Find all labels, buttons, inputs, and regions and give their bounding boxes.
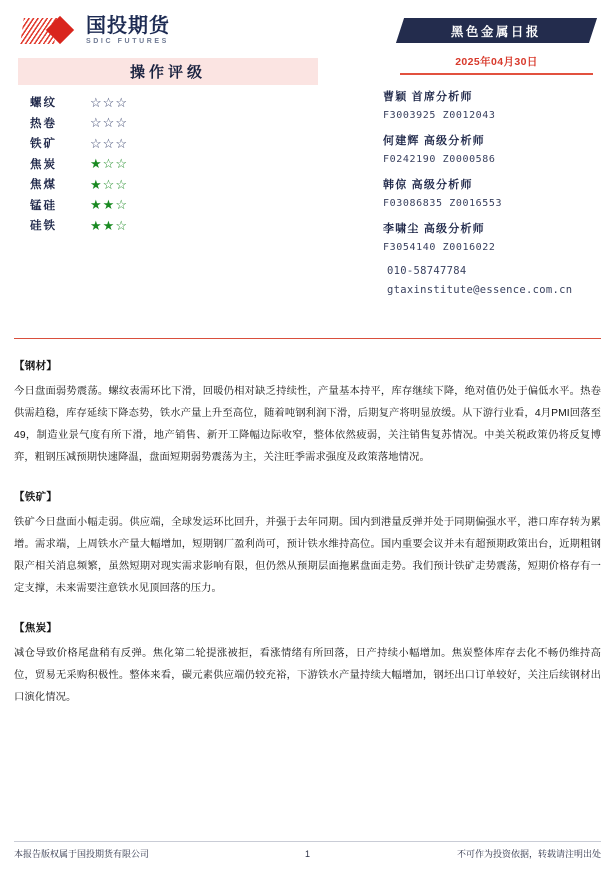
rating-commodity-name: 焦炭 xyxy=(30,158,57,171)
contact-email[interactable]: gtaxinstitute@essence.com.cn xyxy=(387,284,573,296)
star-empty-icon: ☆ xyxy=(90,94,102,110)
analyst-name: 韩倞 高级分析师 xyxy=(383,179,473,191)
logo-name-en: SDIC FUTURES xyxy=(86,38,169,45)
page-footer xyxy=(14,847,601,860)
star-empty-icon: ☆ xyxy=(115,217,127,233)
analyst-license-code: F03086835 Z0016553 xyxy=(383,198,503,209)
report-header xyxy=(0,0,615,340)
rating-row xyxy=(18,195,318,216)
footer-copyright: 本报告版权属于国投期货有限公司 xyxy=(14,849,150,859)
star-empty-icon: ☆ xyxy=(115,197,127,213)
contact-block xyxy=(383,265,593,296)
rating-commodity-name: 硅铁 xyxy=(30,220,57,233)
section-heading: 【焦炭】 xyxy=(14,622,58,634)
star-empty-icon: ☆ xyxy=(102,115,115,131)
footer-divider xyxy=(14,841,601,842)
star-filled-icon: ★ xyxy=(90,197,102,213)
rating-stars xyxy=(90,198,127,211)
rating-row xyxy=(18,154,318,175)
star-empty-icon: ☆ xyxy=(102,176,115,192)
rating-stars xyxy=(90,219,127,232)
report-body xyxy=(14,358,601,729)
banner-shape xyxy=(396,18,597,43)
logo-name-cn: 国投期货 xyxy=(86,15,170,37)
report-title-banner xyxy=(400,18,593,75)
banner-underline xyxy=(400,73,593,75)
section-paragraph: 今日盘面弱势震荡。螺纹表需环比下滑，回暖仍相对缺乏持续性，产量基本持平，库存继续下降，绝对值仍处于偏低水平。热卷供需趋稳，库存延续下降态势，铁水产量上升至高位，随着吨钢利润下滑，后期复产将明显放缓。从下游行业看，4月PMI回落至49，制造业景气度有所下滑，地产销售、新开工降幅边际收窄，整体依然疲弱，关注销售复苏情况。中美关税政策仍将反复博弈，粗钢压减预期快速降温，盘面短期弱势震荡为主，关注旺季需求强度及政策落地情况。 xyxy=(14,386,601,463)
rating-card-title: 操作评级 xyxy=(18,58,318,85)
footer-disclaimer: 不可作为投资依据，转载请注明出处 xyxy=(456,849,601,859)
report-section xyxy=(14,620,601,709)
report-section xyxy=(14,489,601,600)
analyst-name: 李啸尘 高级分析师 xyxy=(383,223,485,235)
star-empty-icon: ☆ xyxy=(115,94,127,110)
rating-commodity-name: 焦煤 xyxy=(30,179,57,192)
star-empty-icon: ☆ xyxy=(115,135,127,151)
rating-stars xyxy=(90,178,127,191)
report-section xyxy=(14,358,601,469)
analyst-name: 何建辉 高级分析师 xyxy=(383,135,485,147)
rating-row xyxy=(18,215,318,236)
analyst-license-code: F3054140 Z0016022 xyxy=(383,242,496,253)
section-paragraph: 减仓导致价格尾盘稍有反弹。焦化第二轮提涨被拒，看涨情绪有所回落，日产持续小幅增加。焦炭整体库存去化不畅仍维持高位，贸易无采购积极性。整体来看，碳元素供应端仍较充裕，下游铁水产量持续大幅增加，钢坯出口订单较好，关注后续钢材出口演化情况。 xyxy=(14,648,601,703)
section-paragraph: 铁矿今日盘面小幅走弱。供应端，全球发运环比回升，并强于去年同期。国内到港量反弹并处于同期偏强水平，港口库存转为累增。需求端，上周铁水产量大幅增加，短期钢厂盈利尚可，预计铁水维持高位。国内重要会议并未有超预期政策出台，近期粗钢限产相关消息频繁，虽然短期对现实需求影响有限，但仍然从预期层面拖累盘面走势。我们预计铁矿走势震荡，短期价格存有一定支撑，未来需要注意铁水见顶回落的压力。 xyxy=(14,517,601,594)
header-divider xyxy=(14,338,601,339)
rating-stars xyxy=(90,116,127,129)
rating-commodity-name: 热卷 xyxy=(30,117,57,130)
section-heading: 【钢材】 xyxy=(14,360,58,372)
operation-rating-card xyxy=(18,58,318,236)
star-empty-icon: ☆ xyxy=(90,115,102,131)
analyst-name: 曹颖 首席分析师 xyxy=(383,91,473,103)
report-date: 2025年04月30日 xyxy=(455,56,538,68)
rating-stars xyxy=(90,137,127,150)
company-logo xyxy=(22,16,170,46)
star-empty-icon: ☆ xyxy=(102,94,115,110)
rating-commodity-name: 螺纹 xyxy=(30,97,57,110)
star-filled-icon: ★ xyxy=(90,217,102,233)
rating-row xyxy=(18,133,318,154)
star-empty-icon: ☆ xyxy=(90,135,102,151)
footer-page-number: 1 xyxy=(304,848,310,859)
star-filled-icon: ★ xyxy=(90,156,102,172)
rating-commodity-name: 锰硅 xyxy=(30,199,57,212)
star-filled-icon: ★ xyxy=(102,217,115,233)
logo-wordmark xyxy=(86,16,170,46)
star-empty-icon: ☆ xyxy=(115,156,127,172)
star-empty-icon: ☆ xyxy=(102,135,115,151)
rating-stars xyxy=(90,157,127,170)
analyst-license-code: F0242190 Z0000586 xyxy=(383,154,496,165)
rating-row xyxy=(18,174,318,195)
star-empty-icon: ☆ xyxy=(115,176,127,192)
rating-stars xyxy=(90,96,127,109)
sdic-diamond-logo-icon xyxy=(22,16,80,46)
star-filled-icon: ★ xyxy=(102,197,115,213)
banner-title: 黑色金属日报 xyxy=(451,24,542,39)
analyst-license-code: F3003925 Z0012043 xyxy=(383,110,496,121)
star-empty-icon: ☆ xyxy=(115,115,127,131)
contact-phone[interactable]: 010-58747784 xyxy=(387,265,467,277)
rating-row xyxy=(18,92,318,113)
star-filled-icon: ★ xyxy=(90,176,102,192)
rating-row-list xyxy=(18,92,318,236)
rating-row xyxy=(18,113,318,134)
analyst-list xyxy=(383,88,593,303)
star-empty-icon: ☆ xyxy=(102,156,115,172)
section-heading: 【铁矿】 xyxy=(14,491,58,503)
rating-commodity-name: 铁矿 xyxy=(30,138,57,151)
analyst-entries xyxy=(383,88,593,253)
